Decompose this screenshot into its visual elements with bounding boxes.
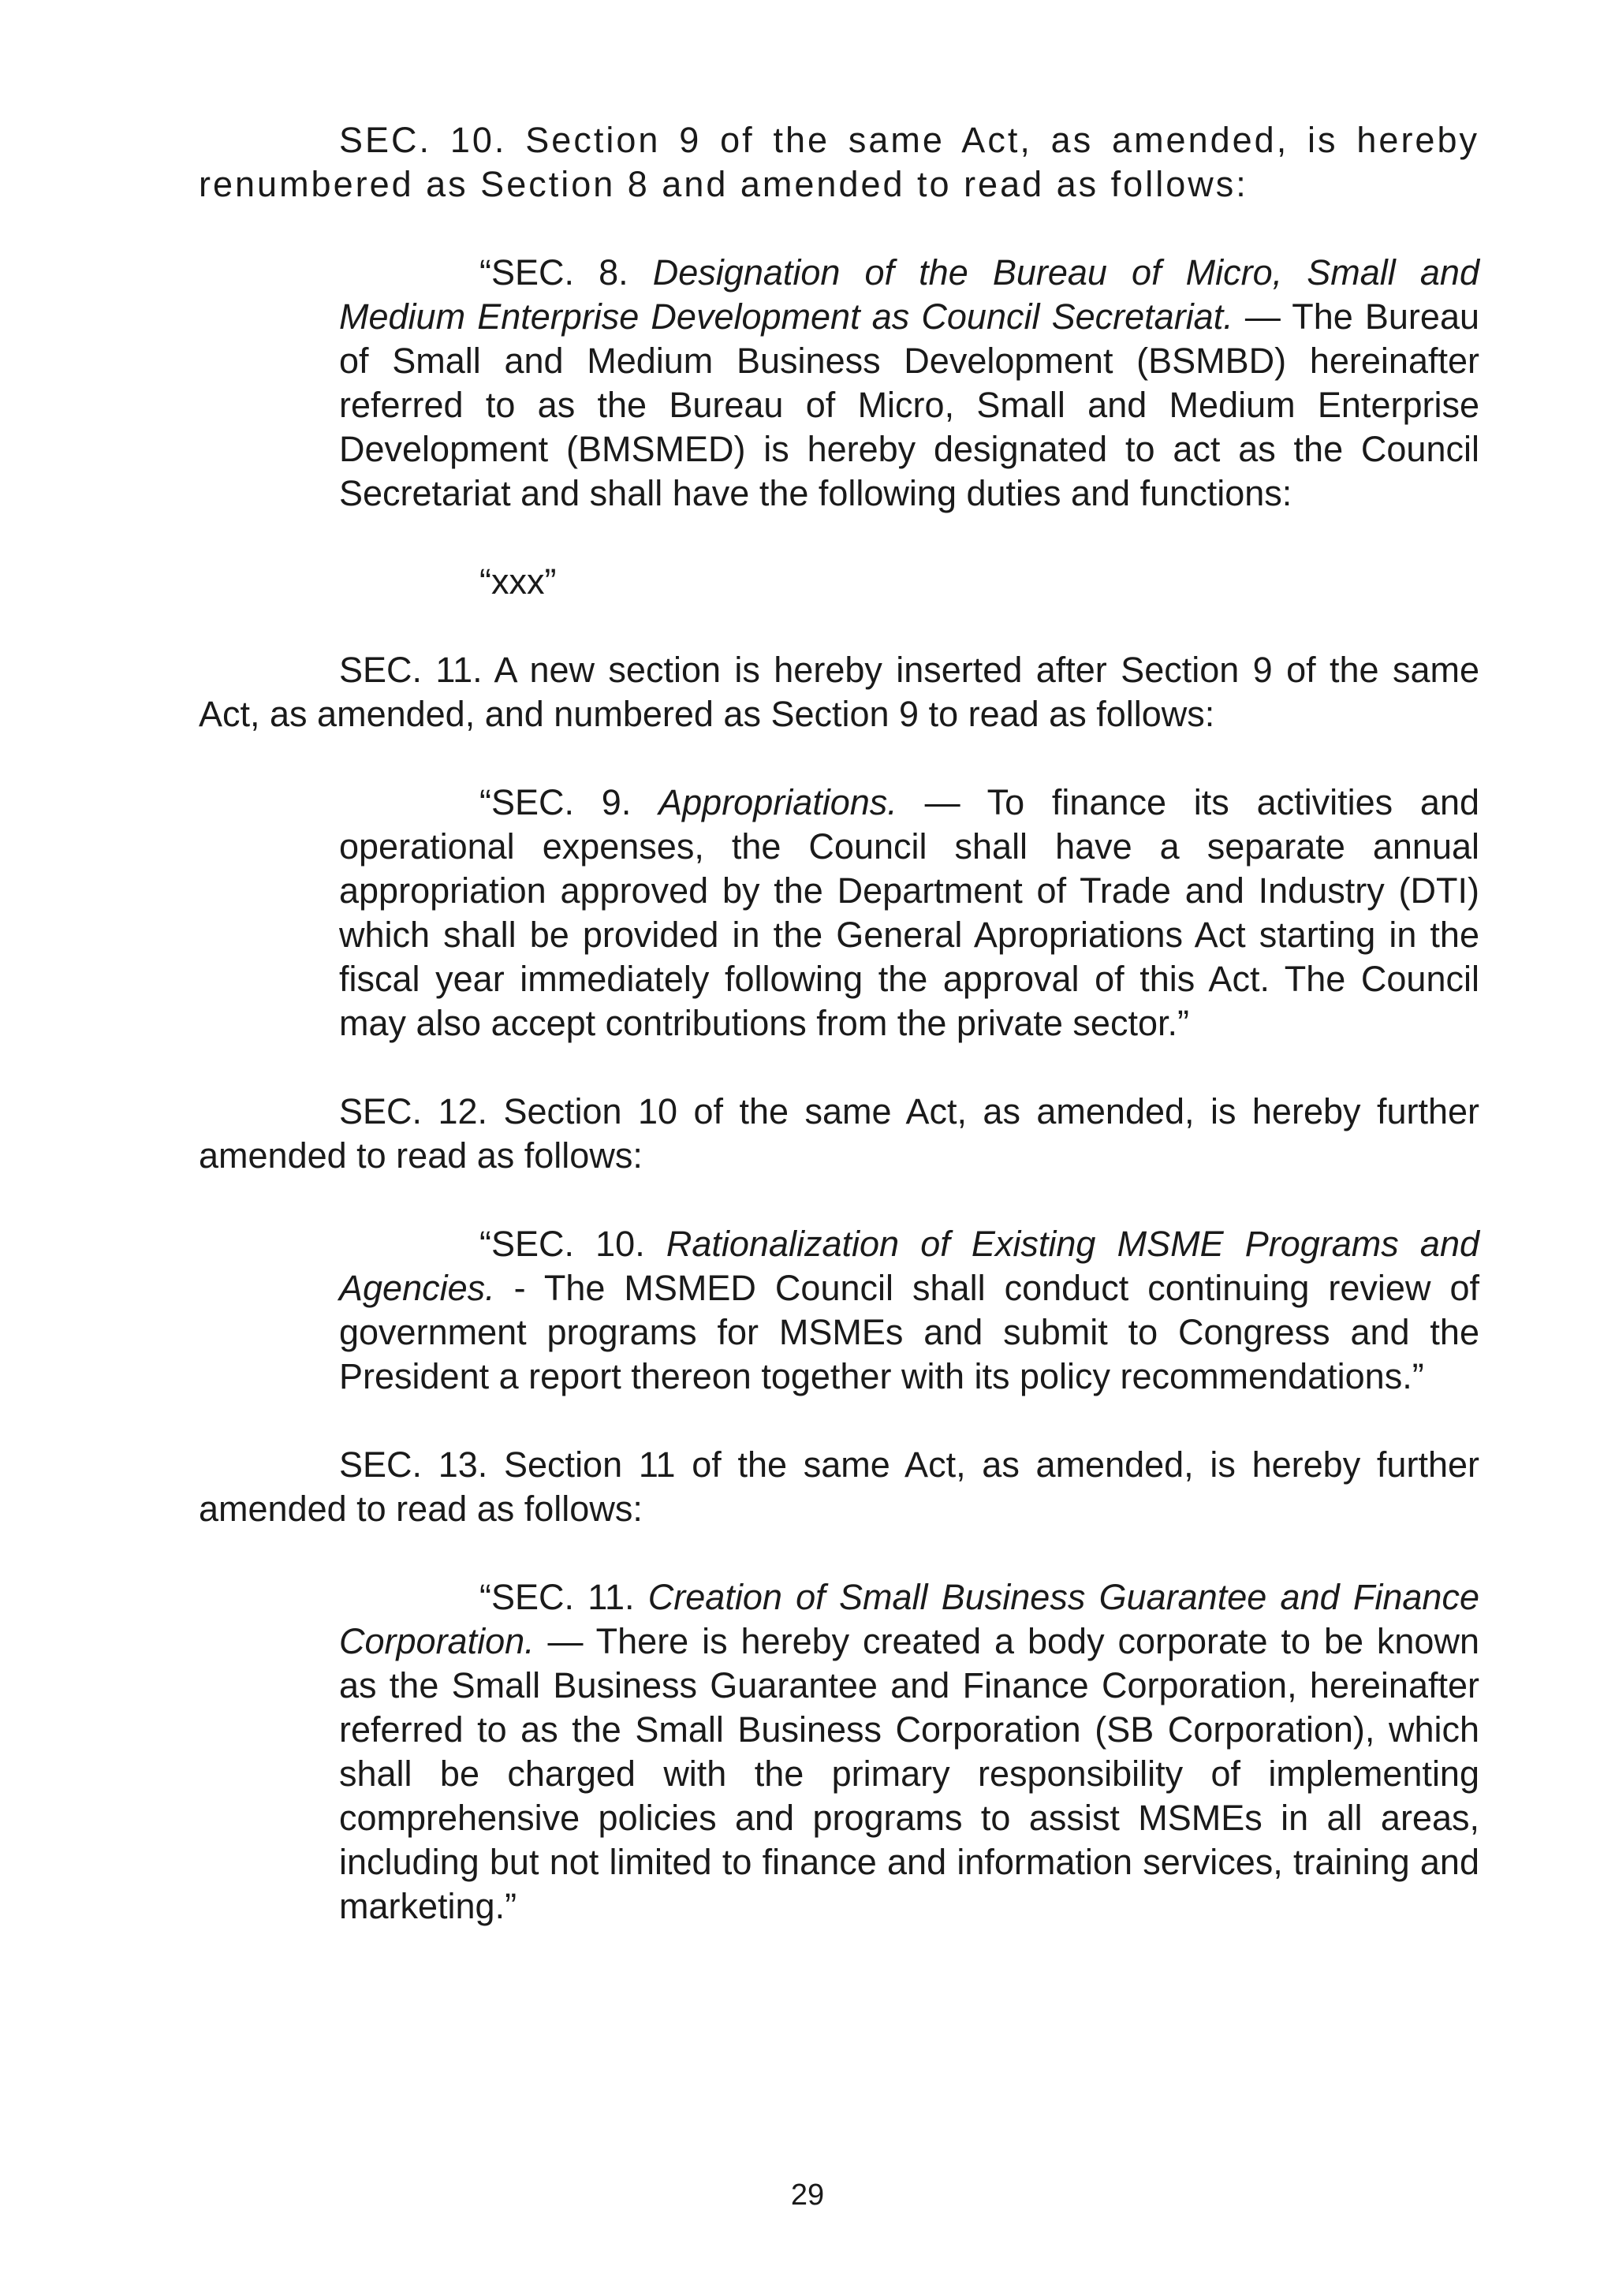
ellipsis-placeholder: “xxx” [479,561,557,602]
sec12-intro: SEC. 12. Section 10 of the same Act, as amended, is hereby further amended to read as follows: [199,1091,1479,1176]
quote-title: Creation of Small Business Guarantee and Finance Corporation. [339,1577,1479,1661]
quote-title: Designation of the Bureau of Micro, Small and Medium Enterprise Development as Council Secretariat. [339,252,1479,337]
quote-lead: “SEC. 10. [479,1224,666,1264]
page-number: 29 [790,2179,825,2212]
document-page [199,118,1479,1973]
sec10-intro: SEC. 10. Section 9 of the same Act, as amended, is hereby renumbered as Section 8 and amended to read as follows: [199,120,1479,204]
quote-title: Rationalization of Existing MSME Programs and Agencies. [339,1224,1480,1308]
sec13-intro: SEC. 13. Section 11 of the same Act, as amended, is hereby further amended to read as follows: [199,1444,1479,1529]
quote-body: — To finance its activities and operational expenses, the Council shall have a separate annual appropriation approved by the Department of Trade and Industry (DTI) which shall be provided in the General Apropriations Act starting in the fiscal year immediately following the approval of this Act. The Council may also accept contributions from the private sector.” [339,782,1479,1043]
quote-lead: “SEC. 8. [479,252,653,293]
quote-body: — The Bureau of Small and Medium Business Development (BSMBD) hereinafter referred to as the Bureau of Micro, Small and Medium Enterprise Development (BMSMED) is hereby designated to act as the Council Secretariat and shall have the following duties and functions: [339,296,1479,513]
sec10-rationalization-quote [339,1222,1479,1399]
quote-lead: “SEC. 9. [479,782,659,822]
sec9-appropriations-quote [339,781,1479,1046]
sec8-designation-quote [339,251,1479,516]
sec11-intro: SEC. 11. A new section is hereby inserted after Section 9 of the same Act, as amended, and numbered as Section 9 to read as follows: [199,650,1479,734]
sec11-creation-quote [339,1575,1479,1929]
quote-body: - The MSMED Council shall conduct continuing review of government programs for MSMEs and submit to Congress and the President a report thereon together with its policy recommendations.” [339,1268,1479,1396]
quote-body: — There is hereby created a body corporate to be known as the Small Business Guarantee and Finance Corporation, hereinafter referred to as the Small Business Corporation (SB Corporation), which shall be charged with the primary responsibility of implementing comprehensive policies and programs to assist MSMEs in all areas, including but not limited to finance and information services, training and marketing.” [339,1621,1479,1926]
quote-lead: “SEC. 11. [479,1577,648,1617]
quote-title: Appropriations. [658,782,897,822]
